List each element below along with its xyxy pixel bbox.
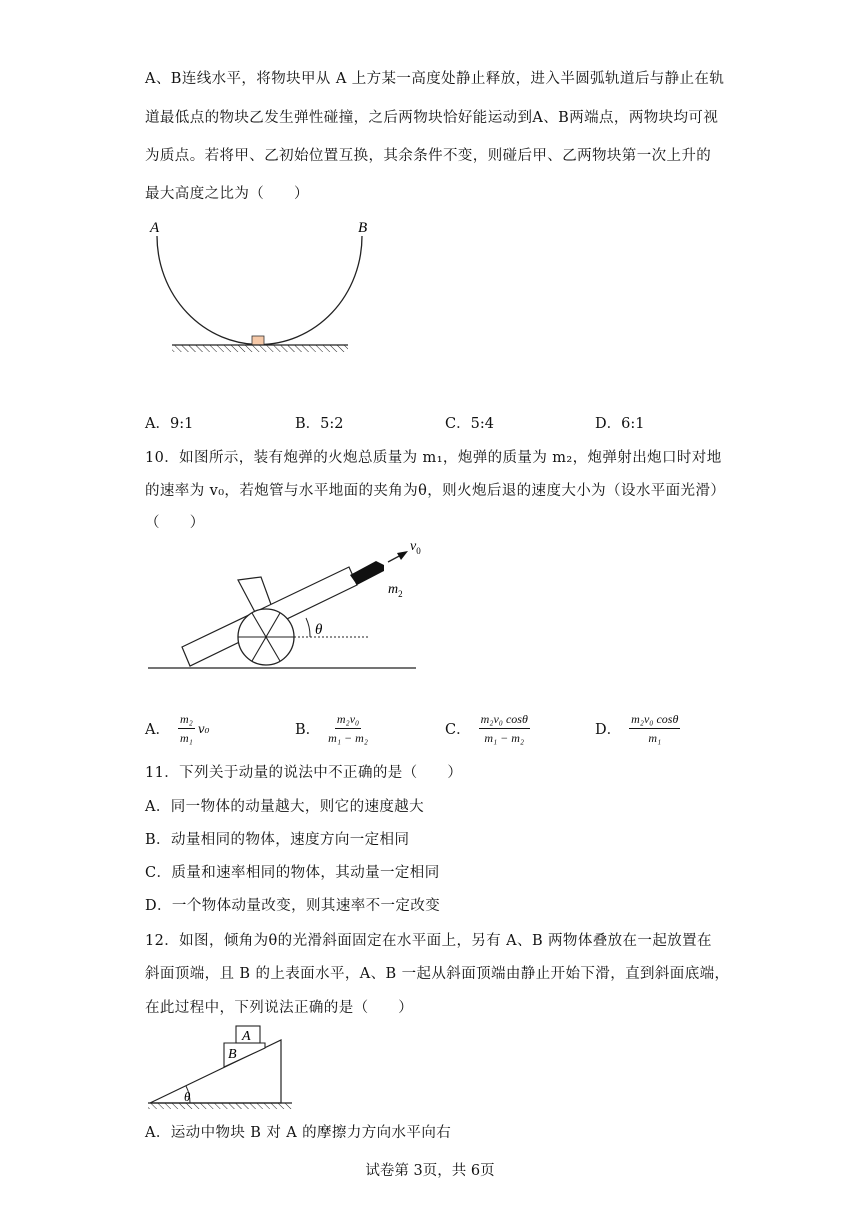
q9-stem-line-1: A、B连线水平，将物块甲从 A 上方某一高度处静止释放，进入半圆弧轨道后与静止在轨 [145,71,725,87]
v0-label: $v_0$ [410,539,421,556]
q9-option-c: C．5:4 [445,416,494,432]
label-b: B [228,1047,237,1062]
q9-semicircle-track-figure [140,212,368,362]
q9-option-d: D．6:1 [595,416,645,432]
q9-stem-line-2: 道最低点的物块乙发生弹性碰撞，之后两物块恰好能运动到A、B两端点，两物块均可视 [145,110,719,126]
q10-option-a: A． $\frac{\text{m₂}}{\text{m₁}}$ v₀ [145,712,210,746]
theta-label: θ [315,622,323,638]
shell [350,561,384,585]
q12-stem-line-1: 12．如图，倾角为θ的光滑斜面固定在水平面上，另有 A、B 两物体叠放在一起放置在 [145,933,712,949]
ground-hatch [172,345,348,352]
q9-stem-line-3: 为质点。若将甲、乙初始位置互换，其余条件不变，则碰后甲、乙两物块第一次上升的 [145,148,712,164]
block-yi [252,336,264,345]
q11-option-b: B．动量相同的物体，速度方向一定相同 [145,832,410,848]
q9-option-b: B．5:2 [295,416,344,432]
q12-stem-line-2: 斜面顶端，且 B 的上表面水平，A、B 一起从斜面顶端由静止开始下滑，直到斜面底端， [145,966,730,982]
q10-option-c: C． $\frac{\text{m₂v₀ cosθ}}{\text{m₁ − m₂}}$ [445,712,528,746]
theta-label: θ [184,1089,191,1104]
q11-option-c: C．质量和速率相同的物体，其动量一定相同 [145,865,440,881]
ground-hatch [148,1103,292,1109]
label-a: A [150,220,160,236]
q11-option-a: A．同一物体的动量越大，则它的速度越大 [145,799,425,815]
semicircle-arc [157,236,362,344]
q10-option-b: B． $\frac{\text{m₂v₀}}{\text{m₁ − m₂}}$ [295,712,368,746]
q10-cannon-figure [140,530,430,675]
q12-option-a: A．运动中物块 B 对 A 的摩擦力方向水平向右 [145,1125,452,1141]
q10-stem-line-3: （ ） [145,515,205,531]
q10-stem-line-1: 10．如图所示，装有炮弹的火炮总质量为 m₁，炮弹的质量为 m₂，炮弹射出炮口时对地 [145,450,722,466]
q10-stem-line-2: 的速率为 v₀，若炮管与水平地面的夹角为θ，则火炮后退的速度大小为（设水平面光滑） [145,483,726,499]
label-b: B [358,220,368,236]
q10-option-d: D． $\frac{\text{m₂v₀ cosθ}}{\text{m₁}}$ [595,712,679,746]
q12-incline-figure [140,1022,300,1114]
q9-stem-line-4: 最大高度之比为（ ） [145,186,309,202]
q11-stem: 11．下列关于动量的说法中不正确的是（ ） [145,765,463,781]
q11-option-d: D．一个物体动量改变，则其速率不一定改变 [145,898,441,914]
q9-option-a: A．9:1 [145,416,194,432]
theta-arc [306,618,310,637]
q12-stem-line-3: 在此过程中，下列说法正确的是（ ） [145,1000,414,1016]
m2-label: $m_2$ [388,582,403,599]
page-footer: 试卷第 3页，共 6页 [365,1163,495,1179]
label-a: A [242,1029,251,1044]
